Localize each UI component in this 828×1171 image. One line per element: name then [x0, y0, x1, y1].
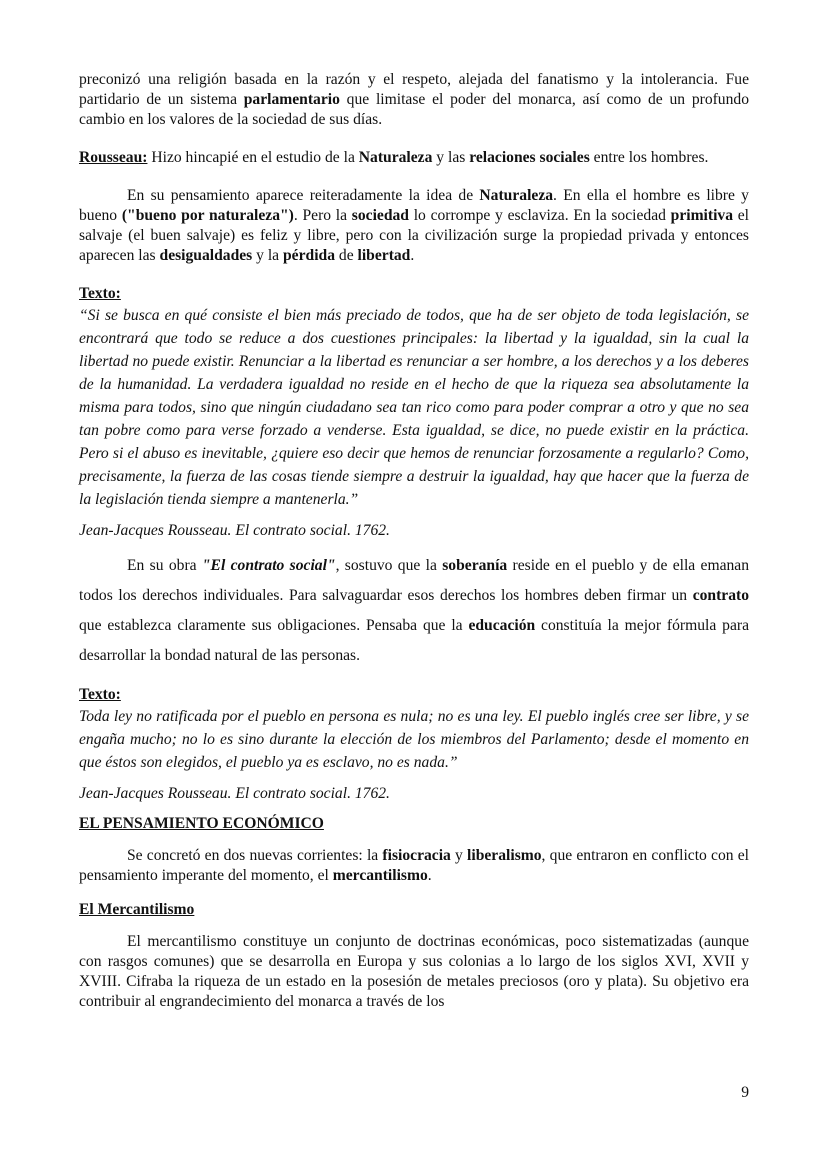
- text-run: preconizó una religión basada en la razón y el respeto, alejada del fanatismo y la intolerancia. Fue partidario de un sistema: [79, 71, 749, 108]
- economico-paragraph: [79, 846, 749, 886]
- bold-title: "El contrato social": [201, 557, 336, 574]
- text-run: En su obra: [127, 557, 202, 574]
- text-run: lo corrompe y esclaviza. En la sociedad: [408, 207, 671, 224]
- text-run: y las: [432, 149, 470, 166]
- text-run: Hizo hincapié en el estudio de la: [147, 149, 359, 166]
- text-run: , que entraron en conflicto con el pensamiento imperante del momento, el: [79, 847, 750, 884]
- text-run: el salvaje (el buen salvaje) es feliz y libre, pero con la civilización surge la propiedad privada y entonces aparecen las: [79, 207, 749, 264]
- text-run: de: [335, 247, 358, 264]
- texto-heading: Texto:: [79, 686, 121, 703]
- bold-term: contrato: [692, 587, 749, 604]
- bold-term: sociedad: [351, 207, 409, 224]
- naturaleza-paragraph: [79, 186, 749, 266]
- text-run: y la: [252, 247, 283, 264]
- source-citation: Jean-Jacques Rousseau. El contrato social. 1762.: [79, 522, 390, 539]
- text-run: que establezca claramente sus obligaciones. Pensaba que la: [79, 617, 469, 634]
- text-run: Se concretó en dos nuevas corrientes: la: [127, 847, 383, 864]
- page-number: 9: [741, 1084, 749, 1101]
- bold-term: parlamentario: [243, 91, 340, 108]
- bold-term: educación: [468, 617, 536, 634]
- bold-term: primitiva: [670, 207, 734, 224]
- source-citation: Jean-Jacques Rousseau. El contrato social. 1762.: [79, 785, 390, 802]
- text-run: . Pero la: [293, 207, 352, 224]
- document-page: [79, 70, 749, 1012]
- bold-term: mercantilismo: [332, 867, 428, 884]
- text-run: constituía la mejor fórmula para desarrollar la bondad natural de las personas.: [79, 617, 749, 664]
- bold-term: relaciones sociales: [469, 149, 590, 166]
- texto-label: [79, 685, 749, 705]
- section-heading: EL PENSAMIENTO ECONÓMICO: [79, 815, 324, 832]
- text-run: , sostuvo que la: [335, 557, 443, 574]
- text-run: . En ella el hombre es libre y bueno: [79, 187, 749, 224]
- text-run: .: [410, 247, 415, 264]
- texto-label: [79, 284, 749, 304]
- bold-term: desigualdades: [159, 247, 253, 264]
- intro-paragraph: [79, 70, 749, 130]
- bold-term: ("bueno por naturaleza"): [121, 207, 294, 224]
- text-run: .: [427, 867, 432, 884]
- text-run: En su pensamiento aparece reiteradamente la idea de: [127, 187, 480, 204]
- bold-term: liberalismo: [467, 847, 542, 864]
- text-run: entre los hombres.: [589, 149, 709, 166]
- text-run: reside en el pueblo y de ella emanan todos los derechos individuales. Para salvaguardar esos derechos los hombres deben firmar un: [79, 557, 750, 604]
- quote-block: Toda ley no ratificada por el pueblo en persona es nula; no es una ley. El pueblo inglés cree ser libre, y se engaña mucho; no lo es sino durante la elección de los miembros del Parlamento; desde el momento en que éstos son elegidos, el pueblo ya es esclavo, no es nada.”: [79, 708, 749, 771]
- quote-source: [79, 784, 749, 804]
- text-run: y: [450, 847, 468, 864]
- texto-heading: Texto:: [79, 285, 121, 302]
- rousseau-paragraph: [79, 148, 749, 168]
- bold-term: soberanía: [442, 557, 508, 574]
- bold-term: Naturaleza: [479, 187, 554, 204]
- subsection-heading: El Mercantilismo: [79, 901, 195, 918]
- bold-term: pérdida: [283, 247, 335, 264]
- bold-term: Naturaleza: [358, 149, 433, 166]
- quote-source: [79, 521, 749, 541]
- contrato-paragraph: [79, 551, 749, 671]
- bold-term: libertad: [357, 247, 411, 264]
- rousseau-label: Rousseau:: [79, 149, 148, 166]
- quote-block: “Si se busca en qué consiste el bien más preciado de todos, que ha de ser objeto de toda legislación, se encontrará que todo se reduce a dos cuestiones principales: la libertad y la igualdad, sin la cual la libertad no puede existir. Renunciar a la libertad es renunciar a ser hombre, a los derechos y a los deberes de la humanidad. La verdadera igualdad no reside en el hecho de que la riqueza sea absolutamente la misma para todos, sino que ningún ciudadano sea tan rico como para poder comprar a otro y que no sea tan pobre como para verse forzado a venderse. Esta igualdad, se dice, no puede existir en la práctica. Pero si el abuso es inevitable, ¿quiere eso decir que hemos de renunciar forzosamente a regularlo? Como, precisamente, la fuerza de las cosas tiende siempre a destruir la igualdad, hay que hacer que la fuerza de la legislación tienda siempre a mantenerla.”: [79, 307, 749, 508]
- mercantilismo-paragraph: El mercantilismo constituye un conjunto de doctrinas económicas, poco sistematizadas (aunque con rasgos comunes) que se desarrolla en Europa y sus colonias a lo largo de los siglos XVI, XVII y XVIII. Cifraba la riqueza de un estado en la posesión de metales preciosos (oro y plata). Su objetivo era contribuir al engrandecimiento del monarca a través de los: [79, 933, 749, 1010]
- bold-term: fisiocracia: [382, 847, 451, 864]
- text-run: que limitase el poder del monarca, así como de un profundo cambio en los valores de la sociedad de sus días.: [79, 91, 749, 128]
